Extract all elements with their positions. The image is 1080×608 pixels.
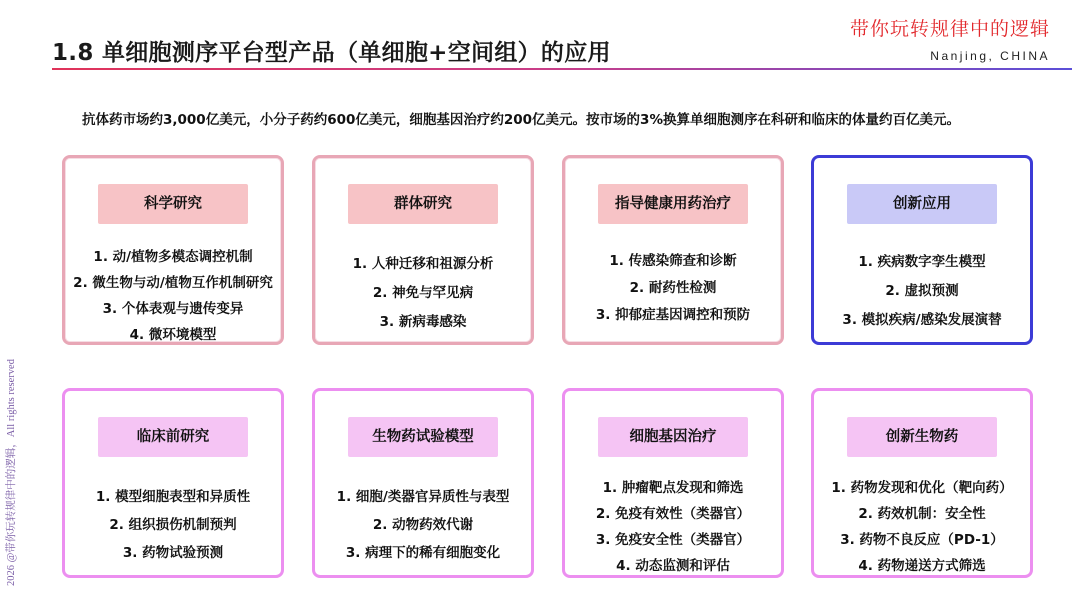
list-item: 1. 人种迁移和祖源分析 [352,256,494,272]
card-title: 科学研究 [98,184,248,224]
title-divider [52,68,1072,70]
list-item: 1. 模型细胞表型和异质性 [95,489,251,505]
card-title: 细胞基因治疗 [598,417,748,457]
card-items [565,248,781,329]
card-title: 临床前研究 [98,417,248,457]
list-item: 1. 细胞/类器官异质性与表型 [336,489,510,505]
card-biologic-test-model [312,388,534,578]
card-items [65,483,281,567]
list-item: 1. 药物发现和优化（靶向药） [831,480,1013,496]
card-title: 指导健康用药治疗 [598,184,748,224]
list-item: 3. 药物试验预测 [122,545,224,561]
card-preclinical-research [62,388,284,578]
card-items [315,250,531,337]
card-innovative-biologics [811,388,1033,578]
card-innovative-application [811,155,1033,345]
list-item: 2. 虚拟预测 [885,283,959,299]
card-title: 创新生物药 [847,417,997,457]
list-item: 4. 药物递送方式筛选 [858,558,986,574]
card-title: 创新应用 [847,184,997,224]
list-item: 4. 微环境模型 [129,327,217,343]
card-items [65,244,281,348]
card-title: 群体研究 [348,184,498,224]
card-population-research [312,155,534,345]
list-item: 3. 模拟疾病/感染发展演替 [842,312,1002,328]
market-summary: 抗体药市场约3,000亿美元，小分子药约600亿美元，细胞基因治疗约200亿美元。按市场的3%换算单细胞测序在科研和临床的体量约百亿美元。 [82,112,960,128]
list-item: 3. 免疫安全性（类器官） [595,532,751,548]
card-cell-gene-therapy [562,388,784,578]
list-item: 3. 新病毒感染 [379,314,467,330]
card-scientific-research [62,155,284,345]
brand [850,14,1050,63]
list-item: 3. 抑郁症基因调控和预防 [595,307,751,323]
list-item: 2. 动物药效代谢 [372,517,474,533]
list-item: 2. 神免与罕见病 [372,285,474,301]
list-item: 3. 病理下的稀有细胞变化 [345,545,501,561]
card-items [565,475,781,579]
list-item: 2. 药效机制：安全性 [858,506,986,522]
card-items [315,483,531,567]
list-item: 3. 药物不良反应（PD-1） [840,532,1004,548]
page-title: 1.8 单细胞测序平台型产品（单细胞+空间组）的应用 [52,40,611,66]
list-item: 1. 动/植物多模态调控机制 [93,249,253,265]
list-item: 1. 疾病数字孪生模型 [858,254,986,270]
card-title: 生物药试验模型 [348,417,498,457]
card-items [814,475,1030,579]
copyright-watermark: 2026 @带你玩转规律中的逻辑，All rights reserved [6,359,17,586]
list-item: 2. 免疫有效性（类器官） [595,506,751,522]
list-item: 4. 动态监测和评估 [616,558,730,574]
list-item: 2. 组织损伤机制预判 [109,517,237,533]
brand-location: Nanjing, CHINA [930,49,1050,63]
list-item: 1. 肿瘤靶点发现和筛选 [602,480,744,496]
card-health-medication [562,155,784,345]
list-item: 2. 耐药性检测 [629,280,717,296]
brand-name: 带你玩转规律中的逻辑 [849,18,1050,40]
list-item: 2. 微生物与动/植物互作机制研究 [73,275,273,291]
card-items [814,248,1030,335]
list-item: 3. 个体表观与遗传变异 [102,301,244,317]
list-item: 1. 传感染筛查和诊断 [609,253,737,269]
